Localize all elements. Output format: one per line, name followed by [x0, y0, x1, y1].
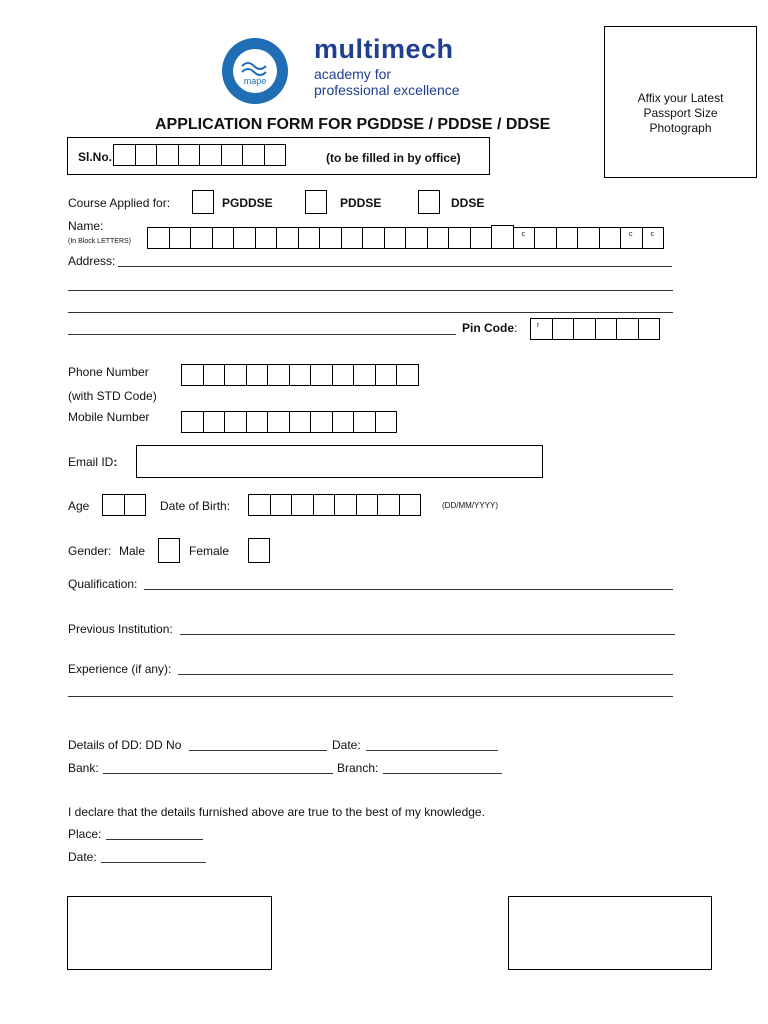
signature-box-left[interactable]	[67, 896, 272, 970]
course-ddse-label: DDSE	[451, 196, 485, 210]
place-line[interactable]	[106, 839, 203, 840]
declaration-date-line[interactable]	[101, 862, 206, 863]
dob-format: (DD/MM/YYYY)	[442, 501, 498, 510]
name-hint: (In Block LETTERS)	[68, 238, 132, 245]
email-label: Email ID:	[68, 455, 118, 469]
declaration-date-label: Date:	[68, 850, 97, 864]
photo-instructions	[605, 91, 756, 136]
gender-male-checkbox[interactable]	[158, 538, 180, 563]
phone-label: Phone Number	[68, 365, 149, 379]
experience-line-1[interactable]	[178, 674, 673, 675]
photo-box[interactable]	[604, 26, 757, 178]
address-label: Address:	[68, 254, 116, 268]
name-cell-mark: c	[650, 231, 654, 238]
slno-box	[67, 137, 490, 175]
dd-number-line[interactable]	[189, 750, 327, 751]
address-line-3[interactable]	[68, 312, 673, 313]
logo-tagline-2: professional excellence	[314, 82, 460, 98]
bank-label: Bank:	[68, 761, 99, 775]
qualification-label: Qualification:	[68, 577, 138, 591]
course-pddse-label: PDDSE	[340, 196, 382, 210]
photo-text-1: Affix your Latest	[637, 91, 724, 105]
name-label: Name:	[68, 219, 104, 233]
mobile-cells[interactable]	[181, 411, 397, 433]
email-field[interactable]	[136, 445, 543, 478]
name-cell-mark: c	[629, 231, 633, 238]
dob-cells[interactable]	[248, 494, 421, 516]
mobile-label: Mobile Number	[68, 410, 150, 424]
gender-female-checkbox[interactable]	[248, 538, 270, 563]
name-cells[interactable]	[147, 227, 664, 251]
address-line-2[interactable]	[68, 290, 673, 291]
previous-institution-label: Previous Institution:	[68, 622, 173, 636]
logo-badge-text: mape	[243, 76, 267, 86]
gender-female-label: Female	[189, 544, 230, 558]
pin-cell-mark: r	[537, 322, 540, 329]
photo-text-3: Photograph	[649, 121, 712, 135]
logo-emblem-icon	[220, 28, 290, 114]
age-label: Age	[68, 499, 90, 513]
course-label: Course Applied for:	[68, 196, 171, 210]
course-pddse-checkbox[interactable]	[305, 190, 327, 214]
pin-code-cells[interactable]	[530, 318, 660, 340]
experience-label: Experience (if any):	[68, 662, 172, 676]
age-cells[interactable]	[102, 494, 146, 516]
bank-line[interactable]	[103, 773, 333, 774]
slno-cells[interactable]	[113, 144, 286, 166]
photo-text-2: Passport Size	[643, 106, 718, 120]
gender-male-label: Male	[119, 544, 146, 558]
slno-label: Sl.No.	[78, 150, 113, 164]
address-line-1[interactable]	[118, 266, 672, 267]
logo-brand: multimech	[314, 34, 454, 64]
course-ddse-checkbox[interactable]	[418, 190, 440, 214]
slno-note: (to be filled in by office)	[326, 151, 461, 165]
qualification-line[interactable]	[144, 589, 673, 590]
gender-label: Gender:	[68, 544, 112, 558]
dd-date-label: Date:	[332, 738, 361, 752]
phone-std-label: (with STD Code)	[68, 389, 157, 403]
form-title: APPLICATION FORM FOR PGDDSE / PDDSE / DDSE	[155, 116, 551, 133]
previous-institution-line[interactable]	[180, 634, 675, 635]
dob-label: Date of Birth:	[160, 499, 231, 513]
dd-details-label: Details of DD: DD No	[68, 738, 182, 752]
address-line-4[interactable]	[68, 334, 456, 335]
signature-box-right[interactable]	[508, 896, 712, 970]
course-pgddse-label: PGDDSE	[222, 196, 273, 210]
declaration-text: I declare that the details furnished above are true to the best of my knowledge.	[68, 805, 485, 819]
branch-label: Branch:	[337, 761, 379, 775]
course-pgddse-checkbox[interactable]	[192, 190, 214, 214]
logo-tagline-1: academy for	[314, 66, 392, 82]
experience-line-2[interactable]	[68, 696, 673, 697]
pin-code-label: Pin Code:	[462, 321, 518, 335]
name-cell-mark: c	[521, 231, 525, 238]
logo	[220, 28, 520, 114]
dd-date-line[interactable]	[366, 750, 498, 751]
phone-cells[interactable]	[181, 364, 419, 386]
place-label: Place:	[68, 827, 102, 841]
branch-line[interactable]	[383, 773, 502, 774]
